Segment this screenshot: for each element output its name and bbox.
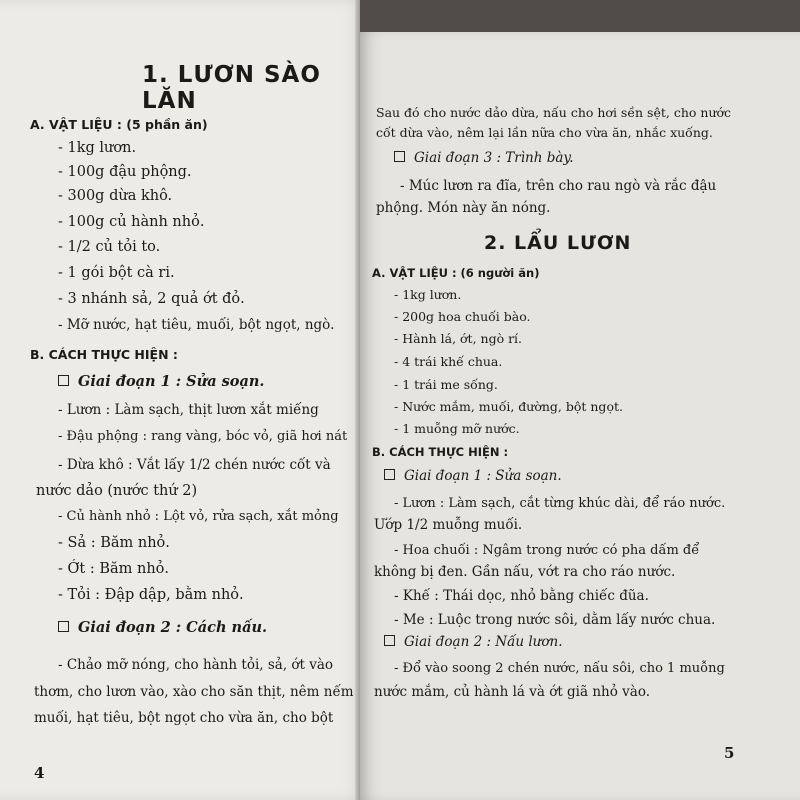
checkbox-square-icon: [58, 621, 69, 632]
step-line: nước dảo (nước thứ 2): [36, 483, 198, 499]
step-line: nước mắm, củ hành lá và ớt giã nhỏ vào.: [374, 684, 651, 700]
step-line: - Khế : Thái dọc, nhỏ bằng chiếc đũa.: [394, 588, 649, 604]
stage-heading: Giai đoạn 2 : Cách nấu.: [58, 619, 267, 637]
step-line: muối, hạt tiêu, bột ngọt cho vừa ăn, cho bột: [34, 710, 334, 726]
checkbox-square-icon: [394, 151, 405, 162]
step-line: không bị đen. Gần nấu, vớt ra cho ráo nước.: [374, 564, 676, 580]
background-surface: [360, 0, 800, 32]
step-line: - Đổ vào soong 2 chén nước, nấu sôi, cho 1 muỗng: [394, 661, 725, 676]
ingredient-item: - 1kg lươn.: [394, 287, 462, 302]
ingredient-item: - Mỡ nước, hạt tiêu, muối, bột ngọt, ngò.: [58, 317, 335, 333]
checkbox-square-icon: [384, 635, 395, 646]
step-line: - Múc lươn ra đĩa, trên cho rau ngò và rắc đậu: [400, 178, 717, 194]
ingredient-item: - 1 trái me sống.: [394, 377, 498, 392]
stage-heading: Giai đoạn 1 : Sửa soạn.: [58, 373, 264, 391]
ingredient-item: - 100g củ hành nhỏ.: [58, 214, 205, 230]
checkbox-square-icon: [384, 469, 395, 480]
ingredient-item: - 1/2 củ tỏi to.: [58, 239, 161, 255]
step-line: - Củ hành nhỏ : Lột vỏ, rửa sạch, xắt mỏng: [58, 509, 339, 524]
step-line: - Tỏi : Đập dập, bằm nhỏ.: [58, 587, 244, 603]
step-line: cốt dừa vào, nêm lại lần nữa cho vừa ăn, nhắc xuống.: [376, 125, 713, 140]
step-line: - Chảo mỡ nóng, cho hành tỏi, sả, ớt vào: [58, 657, 334, 673]
stage-heading: Giai đoạn 2 : Nấu lươn.: [384, 634, 562, 651]
right-page: [360, 32, 800, 800]
method-heading: B. CÁCH THỰC HIỆN :: [372, 445, 509, 459]
step-line: - Me : Luộc trong nước sôi, dằm lấy nước chua.: [394, 612, 716, 628]
left-page: [0, 0, 368, 800]
step-line: phộng. Món này ăn nóng.: [376, 200, 551, 216]
page-number: 4: [34, 764, 45, 782]
stage-heading: Giai đoạn 3 : Trình bày.: [394, 150, 574, 167]
ingredient-item: - Nước mắm, muối, đường, bột ngọt.: [394, 399, 623, 414]
ingredient-item: - 200g hoa chuối bào.: [394, 309, 531, 324]
checkbox-square-icon: [58, 375, 69, 386]
ingredient-item: - 300g dừa khô.: [58, 188, 173, 204]
step-line: - Hoa chuối : Ngâm trong nước có pha dấm để: [394, 543, 700, 558]
ingredient-item: - 3 nhánh sả, 2 quả ớt đỏ.: [58, 291, 245, 307]
method-heading: B. CÁCH THỰC HIỆN :: [30, 347, 178, 362]
stage-heading: Giai đoạn 1 : Sửa soạn.: [384, 468, 562, 485]
step-line: Sau đó cho nước dảo dừa, nấu cho hơi sền sệt, cho nước: [376, 105, 732, 120]
step-line: Ướp 1/2 muỗng muối.: [374, 517, 523, 533]
ingredient-item: - 1 gói bột cà ri.: [58, 265, 175, 281]
step-line: - Lươn : Làm sạch, thịt lươn xắt miếng: [58, 402, 319, 418]
page-number: 5: [724, 744, 735, 762]
recipe-title-2: 2. LẨU LƯƠN: [484, 232, 632, 254]
step-line: - Dừa khô : Vắt lấy 1/2 chén nước cốt và: [58, 457, 331, 473]
ingredient-item: - 1kg lươn.: [58, 140, 137, 156]
materials-heading: A. VẬT LIỆU : (6 người ăn): [372, 266, 540, 280]
ingredient-item: - 100g đậu phộng.: [58, 164, 192, 180]
ingredient-item: - 1 muỗng mỡ nước.: [394, 421, 520, 436]
step-line: thơm, cho lươn vào, xào cho săn thịt, nêm nếm: [34, 684, 354, 700]
recipe-title-1: 1. LƯƠN SÀO LĂN: [142, 62, 321, 114]
ingredient-item: - 4 trái khế chua.: [394, 354, 503, 369]
step-line: - Lươn : Làm sạch, cắt từng khúc dài, để ráo nước.: [394, 496, 726, 511]
materials-heading: A. VẬT LIỆU : (5 phần ăn): [30, 117, 208, 132]
step-line: - Ớt : Băm nhỏ.: [58, 561, 170, 577]
step-line: - Đậu phộng : rang vàng, bóc vỏ, giã hơi nát: [58, 429, 348, 444]
ingredient-item: - Hành lá, ớt, ngò rí.: [394, 331, 523, 346]
step-line: - Sả : Băm nhỏ.: [58, 535, 170, 551]
